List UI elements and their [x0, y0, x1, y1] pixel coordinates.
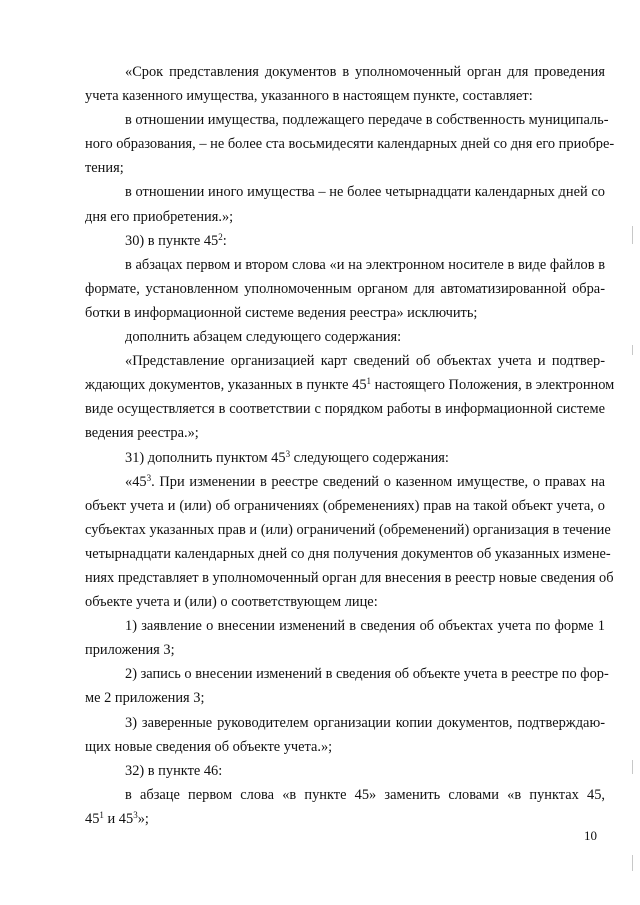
superscript: 1 — [99, 809, 104, 820]
text-line — [85, 614, 605, 638]
text-line — [85, 397, 605, 421]
scan-edge-mark — [632, 855, 633, 871]
text-line — [85, 759, 605, 783]
text-line — [85, 60, 605, 84]
text-line — [85, 156, 605, 180]
line-text-continued: следующего содержания: — [290, 449, 449, 466]
text-line — [85, 84, 605, 108]
line-text: 32) в пункте 46: — [125, 762, 223, 779]
text-line — [85, 373, 615, 397]
line-text: тения; — [85, 160, 124, 177]
text-line — [85, 421, 605, 445]
page-number: 10 — [584, 828, 597, 843]
line-text: 31) дополнить пунктом 45 — [125, 449, 286, 466]
text-line — [85, 446, 605, 470]
line-text: виде осуществляется в соответствии с порядком работы в информационной системе — [85, 401, 605, 418]
text-line — [85, 566, 614, 590]
text-line — [85, 735, 605, 759]
line-text: формате, установленном уполномоченным органом для автоматизированной обра- — [85, 280, 605, 297]
text-line — [85, 108, 609, 132]
text-line — [85, 686, 605, 710]
line-text: в абзаце первом слова «в пункте 45» заменить словами «в пунктах 45, — [125, 786, 605, 803]
scan-edge-mark — [632, 226, 633, 244]
line-text-continued: и 45 — [103, 810, 134, 827]
line-text: «45 — [125, 473, 147, 490]
line-text: 1) заявление о внесении изменений в сведения об объектах учета по форме 1 — [125, 618, 605, 635]
text-line — [85, 229, 605, 253]
superscript: 3 — [133, 809, 138, 820]
line-text: субъектах указанных прав и (или) ограничений (обременений) организация в течение — [85, 521, 611, 538]
line-text-continued: . При изменении в реестре сведений о казенном имуществе, о правах на — [151, 473, 605, 490]
line-text: ждающих документов, указанных в пункте 45 — [85, 377, 367, 394]
line-text: «Срок представления документов в уполномоченный орган для проведения — [125, 64, 605, 80]
line-text: в отношении имущества, подлежащего передаче в собственность муниципаль- — [125, 112, 609, 129]
line-text: учета казенного имущества, указанного в настоящем пункте, составляет: — [85, 88, 533, 105]
text-line — [85, 205, 605, 229]
line-text: «Представление организацией карт сведений об объектах учета и подтвер- — [125, 353, 605, 370]
line-text: 2) запись о внесении изменений в сведения об объекте учета в реестре по фор- — [125, 666, 609, 683]
text-line — [85, 494, 605, 518]
line-text: 3) заверенные руководителем организации копии документов, подтверждаю- — [125, 714, 605, 731]
text-line — [85, 590, 605, 614]
text-line — [85, 132, 615, 156]
text-line — [85, 349, 605, 373]
line-text: ного образования, – не более ста восьмидесяти календарных дней со дня его приобре- — [85, 136, 615, 153]
line-text: приложения 3; — [85, 642, 175, 659]
line-text-continued: »; — [137, 810, 149, 827]
line-text: щих новые сведения об объекте учета.»; — [85, 738, 333, 755]
line-text: ботки в информационной системе ведения реестра» исключить; — [85, 304, 478, 321]
text-line — [85, 711, 605, 735]
text-line — [85, 662, 609, 686]
text-line — [85, 518, 611, 542]
line-text: четырнадцати календарных дней со дня получения документов об указанных измене- — [85, 545, 611, 562]
text-line — [85, 470, 605, 494]
scan-edge-mark — [632, 345, 633, 355]
line-text: объекте учета и (или) о соответствующем лице: — [85, 594, 378, 611]
text-line — [85, 325, 605, 349]
text-line — [85, 807, 605, 831]
superscript: 1 — [366, 376, 372, 387]
text-line — [85, 253, 605, 277]
text-line — [85, 783, 605, 807]
text-line — [85, 277, 605, 301]
line-text: дополнить абзацем следующего содержания: — [125, 329, 402, 346]
text-line — [85, 301, 605, 325]
line-text: в абзацах первом и втором слова «и на электронном носителе в виде файлов в — [125, 256, 605, 273]
line-text: ниях представляет в уполномоченный орган для внесения в реестр новые сведения об — [85, 569, 614, 586]
scan-edge-mark — [632, 760, 633, 774]
line-text: объект учета и (или) об ограничениях (обременениях) прав на такой объект учета, о — [85, 497, 605, 514]
line-text-continued: : — [222, 232, 227, 249]
line-text: 45 — [85, 810, 100, 827]
text-line — [85, 542, 611, 566]
line-text: в отношении иного имущества – не более четырнадцати календарных дней со — [125, 184, 605, 201]
text-line — [85, 638, 605, 662]
line-text: ведения реестра.»; — [85, 425, 199, 442]
superscript: 3 — [285, 448, 291, 459]
superscript: 3 — [146, 472, 152, 483]
document-body — [85, 60, 615, 831]
line-text-continued: настоящего Положения, в электронном — [371, 377, 615, 394]
text-line — [85, 180, 605, 204]
line-text: дня его приобретения.»; — [85, 208, 234, 225]
line-text: ме 2 приложения 3; — [85, 690, 205, 707]
superscript: 2 — [218, 231, 223, 242]
line-text: 30) в пункте 45 — [125, 232, 219, 249]
